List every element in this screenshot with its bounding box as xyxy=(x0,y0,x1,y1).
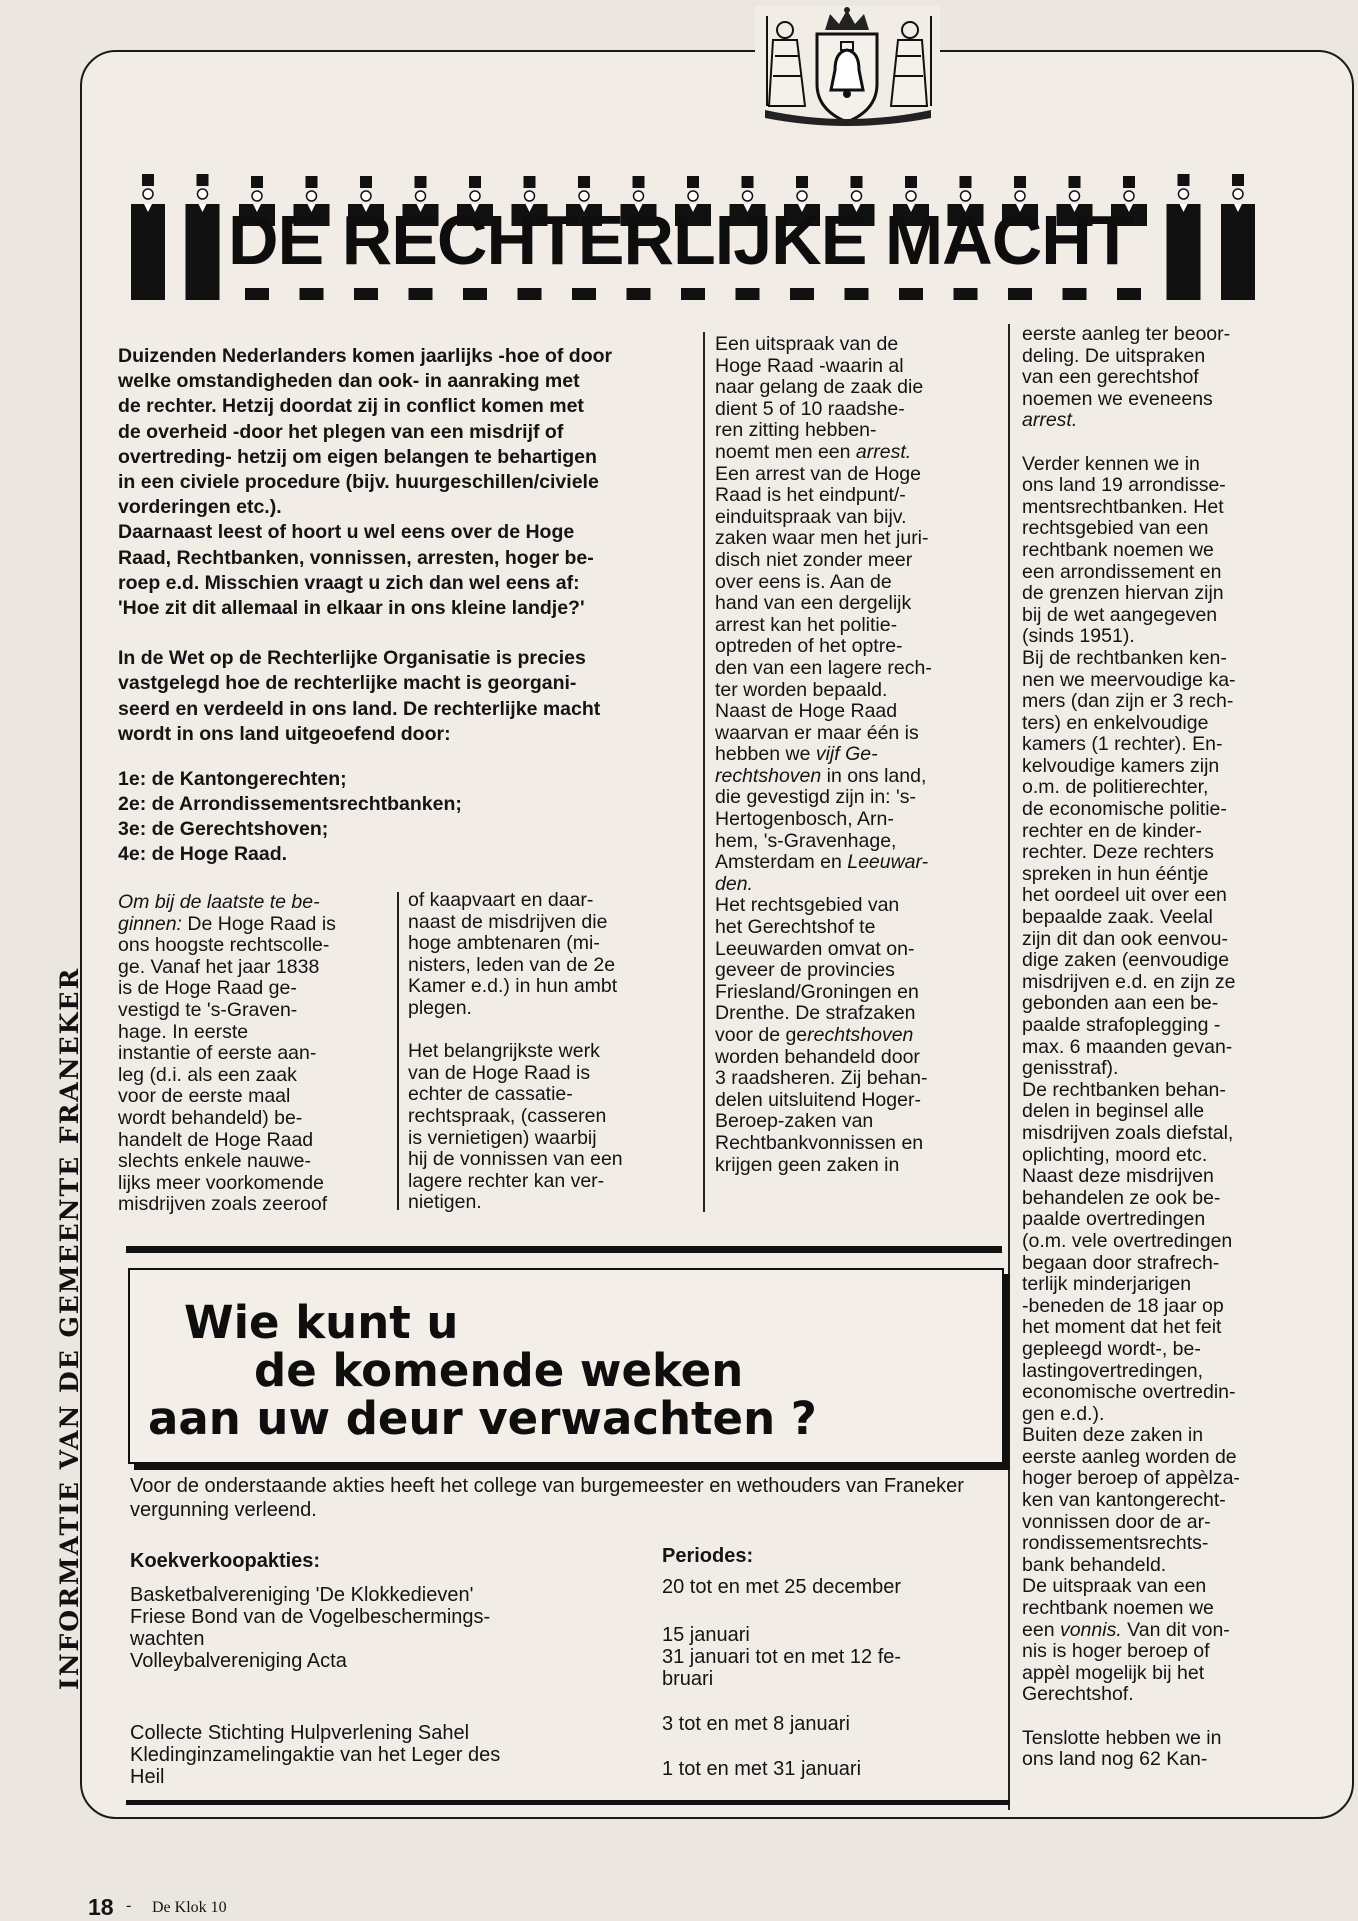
text-line: leg (d.i. als een zaak xyxy=(118,1063,297,1086)
intro-paragraph-1 xyxy=(118,344,678,621)
text-line: seerd en verdeeld in ons land. De rechterlijke macht xyxy=(118,697,601,720)
text-line: wordt in ons land uitgeoefend door: xyxy=(118,722,451,745)
municipal-crest-logo xyxy=(755,6,940,130)
text-line: Gerechtshof. xyxy=(1022,1683,1134,1706)
text-line: naast de misdrijven die xyxy=(408,910,608,933)
text-line xyxy=(1022,1706,1282,1728)
text-line: zijn dit dan ook eenvou- xyxy=(1022,927,1228,950)
text-line: kelvoudige kamers zijn xyxy=(1022,754,1220,777)
text-line: lastingovertredingen, xyxy=(1022,1359,1204,1382)
text-line: genisstraf). xyxy=(1022,1057,1119,1080)
text-line: Het rechtsgebied van xyxy=(715,894,900,917)
text-line: Bij de rechtbanken ken- xyxy=(1022,646,1227,669)
text-line: dient 5 of 10 raadshe- xyxy=(715,397,905,420)
intro-text xyxy=(118,344,678,867)
text-line: gepleegd wordt-, be- xyxy=(1022,1337,1201,1360)
text-line: eerste aanleg worden de xyxy=(1022,1445,1237,1468)
text-line: Drenthe. De strafzaken xyxy=(715,1002,916,1025)
text-line: van de Hoge Raad is xyxy=(408,1061,591,1084)
ad-item: Basketbalvereniging 'De Klokkedieven' xyxy=(130,1584,474,1606)
text-line: oplichting, moord etc. xyxy=(1022,1143,1208,1166)
text-line: een arrondissement en xyxy=(1022,560,1222,583)
text-line: Hertogenbosch, Arn- xyxy=(715,808,894,831)
text-line: eerste aanleg ter beoor- xyxy=(1022,323,1231,345)
text-line: 2e: de Arrondissementsrechtbanken; xyxy=(118,793,462,816)
text-line: dige zaken (eenvoudige xyxy=(1022,949,1230,972)
text-line: lijks meer voorkomende xyxy=(118,1171,324,1194)
ad-period: 15 januari xyxy=(662,1624,750,1646)
ad-item: Volleybalvereniging Acta xyxy=(130,1650,347,1672)
ad-headline-line-1: Wie kunt u xyxy=(184,1296,459,1349)
text-line: worden behandeld door xyxy=(715,1045,920,1068)
text-line: ons land 19 arrondisse- xyxy=(1022,474,1226,497)
text-line: o.m. de politierechter, xyxy=(1022,776,1209,799)
ad-item: wachten xyxy=(130,1628,205,1650)
ad-period: 20 tot en met 25 december xyxy=(662,1576,902,1598)
side-banner: INFORMATIE VAN DE GEMEENTE FRANEKER xyxy=(55,966,84,1690)
text-line: deling. De uitspraken xyxy=(1022,344,1206,367)
text-line: of kaapvaart en daar- xyxy=(408,889,594,911)
text-line: ken van kantongerecht- xyxy=(1022,1489,1226,1512)
text-line: een vonnis. Van dit von- xyxy=(1022,1618,1230,1641)
text-line: Leeuwarden omvat on- xyxy=(715,937,915,960)
text-line: overtreding- hetzij om eigen belangen te behartigen xyxy=(118,445,597,468)
text-line: hebben we vijf Ge- xyxy=(715,743,878,766)
text-line: Amsterdam en Leeuwar- xyxy=(715,851,929,874)
text-line: rechter en de kinder- xyxy=(1022,819,1202,842)
article-column-d xyxy=(1022,324,1282,1771)
text-line: In de Wet op de Rechterlijke Organisatie is precies xyxy=(118,647,586,670)
judge-silhouette-icon xyxy=(186,174,220,300)
column-divider xyxy=(1008,324,1010,1810)
text-line: lagere rechter kan ver- xyxy=(408,1169,605,1192)
ad-headline-box xyxy=(128,1268,1004,1464)
section-rule-top xyxy=(126,1246,1002,1253)
text-line: mers (dan zijn er 3 rech- xyxy=(1022,690,1234,713)
text-line xyxy=(1022,432,1282,454)
text-line: Een uitspraak van de xyxy=(715,333,899,355)
text-line: noemen we eveneens xyxy=(1022,387,1213,410)
page-number: 18 xyxy=(88,1894,114,1920)
text-line: in een civiele procedure (bijv. huurgeschillen/civiele xyxy=(118,471,599,494)
text-line: 3e: de Gerechtshoven; xyxy=(118,818,329,841)
text-line: voor de gerechtshoven xyxy=(715,1024,914,1046)
text-line: misdrijven zoals zeeroof xyxy=(118,1193,328,1216)
text-line: rechter. Deze rechters xyxy=(1022,841,1214,864)
text-line: begaan door strafrech- xyxy=(1022,1251,1220,1274)
ad-period: 3 tot en met 8 januari xyxy=(662,1713,850,1735)
text-line: disch niet zonder meer xyxy=(715,548,913,571)
text-line: Hoge Raad -waarin al xyxy=(715,354,904,377)
text-line: wordt behandeld) be- xyxy=(118,1106,303,1129)
courts-list xyxy=(118,767,678,867)
text-line: van een gerechtshof xyxy=(1022,366,1199,389)
text-line: waarvan er maar één is xyxy=(715,721,919,744)
text-line: einduitspraak van bijv. xyxy=(715,505,907,528)
text-line: Duizenden Nederlanders komen jaarlijks -hoe of door xyxy=(118,345,613,367)
text-line: rechtsgebied van een xyxy=(1022,517,1209,540)
section-rule-bottom xyxy=(126,1800,1010,1805)
text-line: Friesland/Groningen en xyxy=(715,980,919,1003)
text-line: naar gelang de zaak die xyxy=(715,376,924,399)
text-line: de overheid -door het plegen van een misdrijf of xyxy=(118,420,564,443)
ad-period: 1 tot en met 31 januari xyxy=(662,1758,862,1780)
text-line: Raad is het eindpunt/- xyxy=(715,484,906,507)
judge-silhouette-icon xyxy=(131,174,165,300)
text-line: die gevestigd zijn in: 's- xyxy=(715,786,916,809)
text-line: Om bij de laatste te be- xyxy=(118,891,320,913)
text-line: voor de eerste maal xyxy=(118,1085,291,1108)
ad-headline-line-3: aan uw deur verwachten ? xyxy=(148,1392,817,1445)
text-line: nisters, leden van de 2e xyxy=(408,953,616,976)
text-line: 1e: de Kantongerechten; xyxy=(118,768,347,791)
text-line: De uitspraak van een xyxy=(1022,1575,1207,1598)
text-line: den. xyxy=(715,872,753,895)
text-line: gen e.d.). xyxy=(1022,1402,1105,1425)
text-line: welke omstandigheden dan ook- in aanraking met xyxy=(118,370,580,393)
text-line: arrest. xyxy=(1022,409,1078,432)
judge-silhouette-icon xyxy=(1221,174,1255,300)
text-line: Buiten deze zaken in xyxy=(1022,1424,1204,1447)
text-line: (sinds 1951). xyxy=(1022,625,1135,648)
text-line: -beneden de 18 jaar op xyxy=(1022,1294,1224,1317)
text-line: arrest kan het politie- xyxy=(715,613,898,636)
ad-item: Heil xyxy=(130,1766,165,1788)
article-column-a xyxy=(118,892,388,1216)
text-line: slechts enkele nauwe- xyxy=(118,1150,311,1173)
page-title: DE RECHTERLIJKE MACHT xyxy=(228,201,1133,279)
text-line: nis is hoger beroep of xyxy=(1022,1640,1210,1663)
text-line: handelt de Hoge Raad xyxy=(118,1128,314,1151)
text-line: Naast deze misdrijven xyxy=(1022,1165,1214,1188)
text-line: 'Hoe zit dit allemaal in elkaar in ons kleine landje?' xyxy=(118,597,585,620)
text-line: ter worden bepaald. xyxy=(715,678,888,701)
text-line: zaken waar men het juri- xyxy=(715,527,929,550)
text-line: paalde strafoplegging - xyxy=(1022,1014,1221,1036)
text-line: gebonden aan een be- xyxy=(1022,992,1219,1015)
text-line: hand van een dergelijk xyxy=(715,592,912,615)
text-line: rondissementsrechts- xyxy=(1022,1532,1209,1555)
text-line: nen we meervoudige ka- xyxy=(1022,668,1236,691)
text-line: bank behandeld. xyxy=(1022,1553,1167,1576)
ad-period: bruari xyxy=(662,1668,714,1690)
ad-right-heading: Periodes: xyxy=(662,1545,754,1567)
text-line: Raad, Rechtbanken, vonnissen, arresten, hoger be- xyxy=(118,546,594,569)
text-line: misdrijven e.d. en zijn ze xyxy=(1022,970,1236,993)
text-line: het Gerechtshof te xyxy=(715,916,876,939)
text-line: de economische politie- xyxy=(1022,798,1227,821)
text-line: Een arrest van de Hoge xyxy=(715,462,921,485)
text-line: vestigd te 's-Graven- xyxy=(118,998,298,1021)
text-line: Naast de Hoge Raad xyxy=(715,700,898,723)
text-line: bij de wet aangegeven xyxy=(1022,603,1218,626)
text-line: nietigen. xyxy=(408,1191,482,1214)
column-divider xyxy=(397,892,399,1210)
text-line xyxy=(408,1020,688,1042)
text-line: rechtshoven in ons land, xyxy=(715,764,927,787)
text-line: kamers (1 rechter). En- xyxy=(1022,733,1223,756)
text-line: instantie of eerste aan- xyxy=(118,1042,317,1065)
text-line: noemt men een arrest. xyxy=(715,440,912,463)
text-line: ginnen: De Hoge Raad is xyxy=(118,912,336,935)
text-line: over eens is. Aan de xyxy=(715,570,892,593)
text-line: de rechter. Hetzij doordat zij in conflict komen met xyxy=(118,395,584,418)
text-line: spreken in hun ééntje xyxy=(1022,862,1209,885)
ad-period: 31 januari tot en met 12 fe- xyxy=(662,1646,902,1668)
text-line: ren zitting hebben- xyxy=(715,419,877,442)
text-line: Beroep-zaken van xyxy=(715,1110,874,1133)
text-line: appèl mogelijk bij het xyxy=(1022,1661,1205,1684)
ad-headline-line-2: de komende weken xyxy=(254,1344,744,1397)
text-line: 3 raadsheren. Zij behan- xyxy=(715,1067,928,1090)
text-line: de grenzen hiervan zijn xyxy=(1022,582,1224,605)
text-line: 4e: de Hoge Raad. xyxy=(118,843,288,866)
column-divider xyxy=(703,332,705,1212)
intro-paragraph-2 xyxy=(118,646,678,747)
text-line: vastgelegd hoe de rechterlijke macht is georgani- xyxy=(118,672,577,695)
text-line: het moment dat het feit xyxy=(1022,1316,1222,1339)
text-line: Verder kennen we in xyxy=(1022,452,1200,475)
text-line: is vernietigen) waarbij xyxy=(408,1126,597,1149)
text-line: vonnissen door de ar- xyxy=(1022,1510,1211,1533)
text-line: plegen. xyxy=(408,996,472,1019)
text-line: hoge ambtenaren (mi- xyxy=(408,932,600,955)
ad-left-heading: Koekverkoopakties: xyxy=(130,1550,321,1572)
ad-item: Kledinginzamelingaktie van het Leger des xyxy=(130,1744,501,1766)
text-line: Kamer e.d.) in hun ambt xyxy=(408,975,618,998)
text-line: krijgen geen zaken in xyxy=(715,1153,900,1176)
text-line: mentsrechtbanken. Het xyxy=(1022,495,1224,518)
text-line: delen in beginsel alle xyxy=(1022,1100,1205,1123)
text-line: ons land nog 62 Kan- xyxy=(1022,1748,1208,1771)
text-line: is de Hoge Raad ge- xyxy=(118,977,297,1000)
text-line: echter de cassatie- xyxy=(408,1083,573,1106)
text-line: geveer de provincies xyxy=(715,959,895,982)
text-line: behandelen ze ook be- xyxy=(1022,1186,1221,1209)
ad-item: Friese Bond van de Vogelbeschermings- xyxy=(130,1606,491,1628)
text-line: hage. In eerste xyxy=(118,1020,249,1043)
article-column-c xyxy=(715,334,985,1176)
text-line: rechtbank noemen we xyxy=(1022,538,1214,561)
text-line: Daarnaast leest of hoort u wel eens over de Hoge xyxy=(118,521,575,544)
text-line: paalde overtredingen xyxy=(1022,1208,1206,1231)
text-line: ge. Vanaf het jaar 1838 xyxy=(118,955,320,978)
text-line: hij de vonnissen van een xyxy=(408,1148,623,1171)
publication-name: De Klok 10 xyxy=(152,1899,227,1916)
text-line: (o.m. vele overtredingen xyxy=(1022,1229,1233,1252)
text-line: bepaalde zaak. Veelal xyxy=(1022,906,1213,929)
ad-intro-text: Voor de onderstaande akties heeft het college van burgemeester en wethouders van Franeker vergunning verleend. xyxy=(130,1475,964,1521)
text-line: vorderingen etc.). xyxy=(118,496,282,519)
text-line: ons hoogste rechtscolle- xyxy=(118,934,330,957)
text-line: economische overtredin- xyxy=(1022,1381,1236,1404)
text-line: hoger beroep of appèlza- xyxy=(1022,1467,1240,1490)
text-line: Het belangrijkste werk xyxy=(408,1040,600,1063)
text-line: rechtbank noemen we xyxy=(1022,1597,1214,1620)
text-line: Rechtbankvonnissen en xyxy=(715,1131,924,1154)
text-line: De rechtbanken behan- xyxy=(1022,1078,1226,1101)
text-line: optreden of het optre- xyxy=(715,635,903,658)
text-line: het oordeel uit over een xyxy=(1022,884,1227,907)
judge-silhouette-icon xyxy=(1167,174,1201,300)
text-line: hem, 's-Gravenhage, xyxy=(715,829,897,852)
text-line: Tenslotte hebben we in xyxy=(1022,1726,1222,1749)
text-line: rechtspraak, (casseren xyxy=(408,1104,607,1127)
text-line: roep e.d. Misschien vraagt u zich dan wel eens af: xyxy=(118,571,580,594)
text-line: misdrijven zoals diefstal, xyxy=(1022,1121,1234,1144)
text-line: terlijk minderjarigen xyxy=(1022,1273,1192,1296)
text-line: ters) en enkelvoudige xyxy=(1022,711,1209,734)
article-column-b xyxy=(408,890,688,1214)
text-line: delen uitsluitend Hoger- xyxy=(715,1088,921,1111)
text-line: max. 6 maanden gevan- xyxy=(1022,1035,1233,1058)
text-line: den van een lagere rech- xyxy=(715,656,932,679)
footer-separator: - xyxy=(126,1897,132,1914)
ad-item: Collecte Stichting Hulpverlening Sahel xyxy=(130,1722,470,1744)
